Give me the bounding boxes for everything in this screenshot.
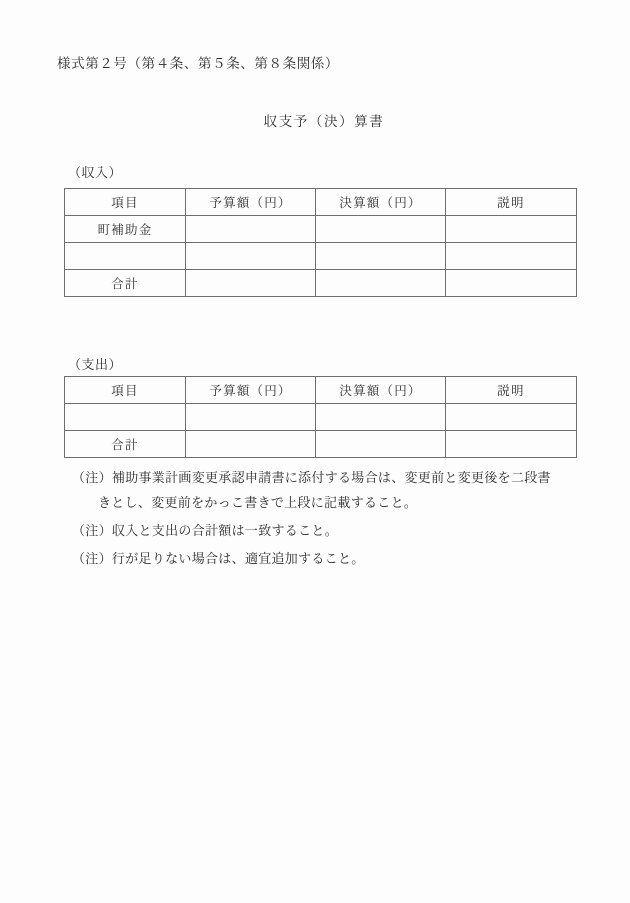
section-label-income: （収入） xyxy=(68,166,123,181)
section-label-expense: （支出） xyxy=(68,358,123,373)
table-row xyxy=(65,243,577,270)
cell-settlement[interactable] xyxy=(316,216,446,243)
cell-description-total[interactable] xyxy=(446,270,577,297)
cell-description[interactable] xyxy=(446,243,577,270)
cell-settlement[interactable] xyxy=(316,243,446,270)
column-header-description: 説明 xyxy=(446,189,577,216)
cell-description[interactable] xyxy=(446,404,577,431)
cell-budget-total[interactable] xyxy=(186,270,316,297)
cell-settlement[interactable] xyxy=(316,404,446,431)
cell-item[interactable] xyxy=(65,243,186,270)
cell-budget[interactable] xyxy=(186,216,316,243)
table-row-total xyxy=(65,431,577,458)
cell-item-total: 合計 xyxy=(65,431,186,458)
cell-budget[interactable] xyxy=(186,404,316,431)
table-row xyxy=(65,216,577,243)
note-item xyxy=(72,547,602,572)
column-header-item: 項目 xyxy=(65,189,186,216)
cell-item-total: 合計 xyxy=(65,270,186,297)
cell-settlement-total[interactable] xyxy=(316,270,446,297)
column-header-settlement: 決算額（円） xyxy=(316,377,446,404)
cell-item[interactable] xyxy=(65,404,186,431)
cell-item: 町補助金 xyxy=(65,216,186,243)
cell-description[interactable] xyxy=(446,216,577,243)
cell-description-total[interactable] xyxy=(446,431,577,458)
column-header-item: 項目 xyxy=(65,377,186,404)
note-item xyxy=(72,466,602,516)
table-row-total xyxy=(65,270,577,297)
note-line: （注）補助事業計画変更承認申請書に添付する場合は、変更前と変更後を二段書 xyxy=(72,471,551,486)
note-line: きとし、変更前をかっこ書きで上段に記載すること。 xyxy=(98,496,418,511)
note-line: （注）行が足りない場合は、適宜追加すること。 xyxy=(72,552,365,567)
notes-list xyxy=(72,466,602,575)
expense-table xyxy=(64,376,577,458)
column-header-description: 説明 xyxy=(446,377,577,404)
form-number-heading: 様式第２号（第４条、第５条、第８条関係） xyxy=(57,56,339,72)
column-header-budget: 予算額（円） xyxy=(186,189,316,216)
cell-settlement-total[interactable] xyxy=(316,431,446,458)
document-title: 収支予（決）算書 xyxy=(263,114,385,130)
note-line: （注）収入と支出の合計額は一致すること。 xyxy=(72,524,339,539)
income-table xyxy=(64,188,577,297)
cell-budget-total[interactable] xyxy=(186,431,316,458)
cell-budget[interactable] xyxy=(186,243,316,270)
note-item xyxy=(72,519,602,544)
column-header-budget: 予算額（円） xyxy=(186,377,316,404)
column-header-settlement: 決算額（円） xyxy=(316,189,446,216)
table-header-row xyxy=(65,377,577,404)
table-header-row xyxy=(65,189,577,216)
table-row xyxy=(65,404,577,431)
